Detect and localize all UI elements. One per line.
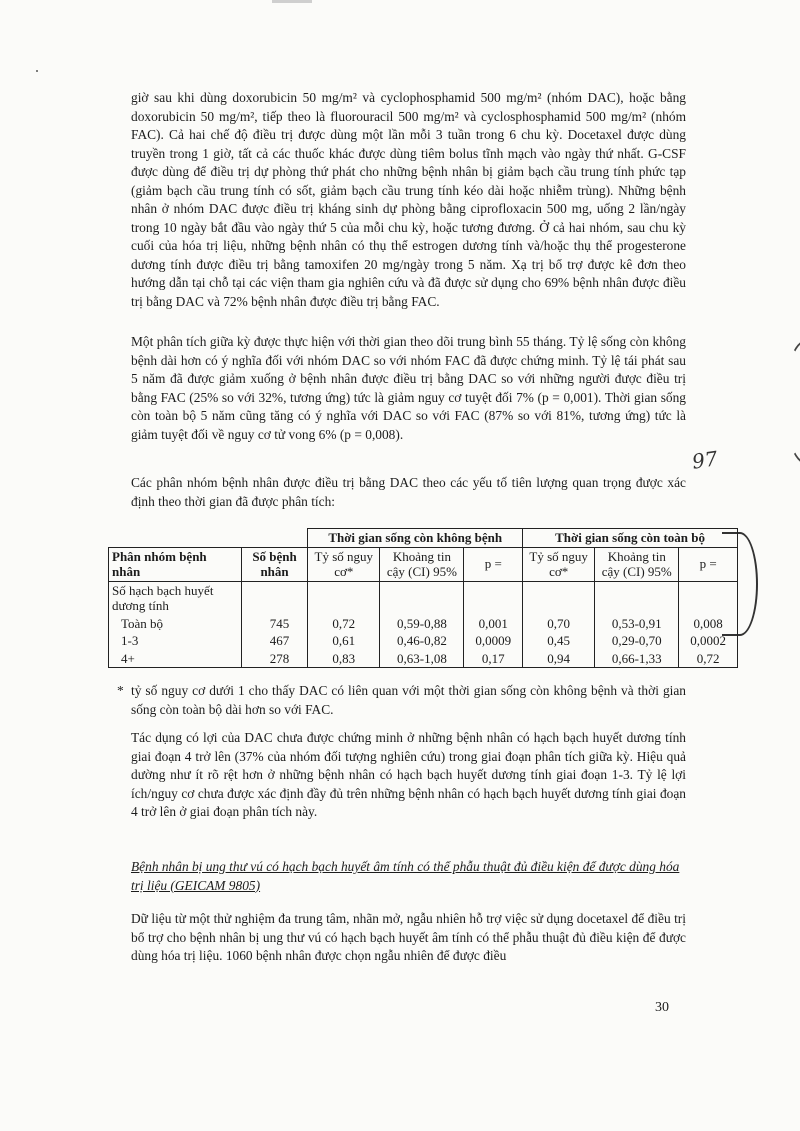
footnote-marker: * xyxy=(117,683,124,698)
col-header-hr-dfs: Tỷ số nguy cơ* xyxy=(308,547,380,581)
section-heading-geicam: Bệnh nhân bị ung thư vú có hạch bạch huyết âm tính có thể phẫu thuật đủ điều kiện để được dùng hóa trị liệu (GEICAM 9805) xyxy=(131,859,680,893)
handwritten-annotation: 97 xyxy=(690,446,719,474)
footnote-text: tỷ số nguy cơ dưới 1 cho thấy DAC có liên quan với một thời gian sống còn không bệnh và thời gian sống còn toàn bộ dài hơn so với FAC. xyxy=(131,683,686,717)
col-header-subgroup: Phân nhóm bệnh nhân xyxy=(109,547,242,581)
paragraph-interim-analysis: Một phân tích giữa kỳ được thực hiện với thời gian theo dõi trung bình 55 tháng. Tỷ lệ sống còn không bệnh dài hơn có ý nghĩa đối với nhóm DAC so với nhóm FAC đã được chứng minh. Tỷ lệ tái phát sau 5 năm đã được giảm xuống ở bệnh nhân được điều trị bằng DAC so với những người được điều trị bằng FAC (25% so với 32%, tương ứng) tức là giảm nguy cơ tuyệt đối 7% (p = 0,001). Thời gian sống còn toàn bộ 5 năm cũng tăng có ý nghĩa với DAC so với FAC (87% so với 81%, tương ứng) tức là giảm tuyệt đối về nguy cơ tử vong 6% (p = 0,008). xyxy=(131,334,686,442)
paragraph-regimen: giờ sau khi dùng doxorubicin 50 mg/m² và cyclophosphamid 500 mg/m² (nhóm DAC), hoặc bằng doxorubicin 50 mg/m², tiếp theo là fluorouracil 500 mg/m² và cyclosphosphamid 500 mg/m² (nhóm FAC). Cả hai chế độ điều trị được dùng một lần mỗi 3 tuần trong 6 chu kỳ. Docetaxel được dùng truyền trong 1 giờ, tất cả các thuốc khác được dùng tiêm bolus tĩnh mạch vào ngày thứ nhất. G-CSF được dùng để điều trị dự phòng thứ phát cho những bệnh nhân bị giảm bạch cầu trung tính phức tạp (giảm bạch cầu trung tính có sốt, giảm bạch cầu trung tính kéo dài hoặc nhiễm trùng). Những bệnh nhân ở nhóm DAC được điều trị kháng sinh dự phòng bằng ciprofloxacin 500 mg, uống 2 lần/ngày trong 10 ngày bắt đầu vào ngày thứ 5 của mỗi chu kỳ, hoặc tương đương. Ở cả hai nhóm, sau chu kỳ cuối của hóa trị liệu, những bệnh nhân có thụ thể estrogen dương tính và/hoặc thụ thể progesterone dương tính được điều trị bằng tamoxifen 20 mg/ngày trong 5 năm. Xạ trị bổ trợ được kê đơn theo hướng dẫn tại chỗ tại các viện tham gia nghiên cứu và đã được sử dụng cho 69% bệnh nhân được điều trị bằng DAC và 72% bệnh nhân được điều trị bằng FAC. xyxy=(131,90,686,309)
table-row: Toàn bộ 745 0,72 0,59-0,88 0,001 0,70 0,53-0,91 0,008 xyxy=(109,615,738,633)
col-header-p-os: p = xyxy=(679,547,738,581)
table-group-header-row xyxy=(109,529,738,548)
page-number: 30 xyxy=(655,1000,669,1015)
subgroup-table xyxy=(108,528,738,668)
col-header-n: Số bệnh nhân xyxy=(241,547,307,581)
paragraph-benefit: Tác dụng có lợi của DAC chưa được chứng minh ở những bệnh nhân có hạch bạch huyết dương tính giai đoạn 4 trở lên (37% của nhóm đối tượng nghiên cứu) trong giai đoạn phân tích giữa kỳ. Hiệu quả dường như ít rõ rệt hơn ở những bệnh nhân có hạch bạch huyết dương tính giai đoạn 1-3. Tỷ lệ lợi ích/nguy cơ chưa được xác định đầy đủ trên những bệnh nhân có hạch bạch huyết dương tính giai đoạn 4 trở lên ở giai đoạn phân tích này. xyxy=(131,730,686,819)
group-header-os: Thời gian sống còn toàn bộ xyxy=(523,529,738,548)
table-header-row xyxy=(109,547,738,581)
col-header-hr-os: Tỷ số nguy cơ* xyxy=(523,547,595,581)
section-label: Số hạch bạch huyết dương tính xyxy=(109,581,242,615)
scan-artifact xyxy=(36,70,38,72)
group-header-dfs: Thời gian sống còn không bệnh xyxy=(308,529,523,548)
scan-artifact xyxy=(272,0,312,3)
table-section-row xyxy=(109,581,738,615)
table-row: 1-3 467 0,61 0,46-0,82 0,0009 0,45 0,29-0,70 0,0002 xyxy=(109,632,738,650)
paragraph-geicam-data: Dữ liệu từ một thử nghiệm đa trung tâm, nhãn mở, ngẫu nhiên hỗ trợ việc sử dụng docetaxel để điều trị bổ trợ cho bệnh nhân bị ung thư vú có hạch bạch huyết âm tính có thể phẫu thuật đủ điều kiện để được dùng hóa trị liệu. 1060 bệnh nhân được chọn ngẫu nhiên để được điều xyxy=(131,911,686,963)
col-header-ci-os: Khoảng tin cậy (CI) 95% xyxy=(595,547,679,581)
table-row: 4+ 278 0,83 0,63-1,08 0,17 0,94 0,66-1,33 0,72 xyxy=(109,650,738,668)
col-header-p-dfs: p = xyxy=(464,547,523,581)
table-footnote xyxy=(117,682,686,719)
paragraph-subgroups-intro: Các phân nhóm bệnh nhân được điều trị bằng DAC theo các yếu tố tiên lượng quan trọng được xác định theo thời gian đã được phân tích: xyxy=(131,475,686,509)
col-header-ci-dfs: Khoảng tin cậy (CI) 95% xyxy=(380,547,464,581)
margin-bracket-mark xyxy=(784,340,800,464)
